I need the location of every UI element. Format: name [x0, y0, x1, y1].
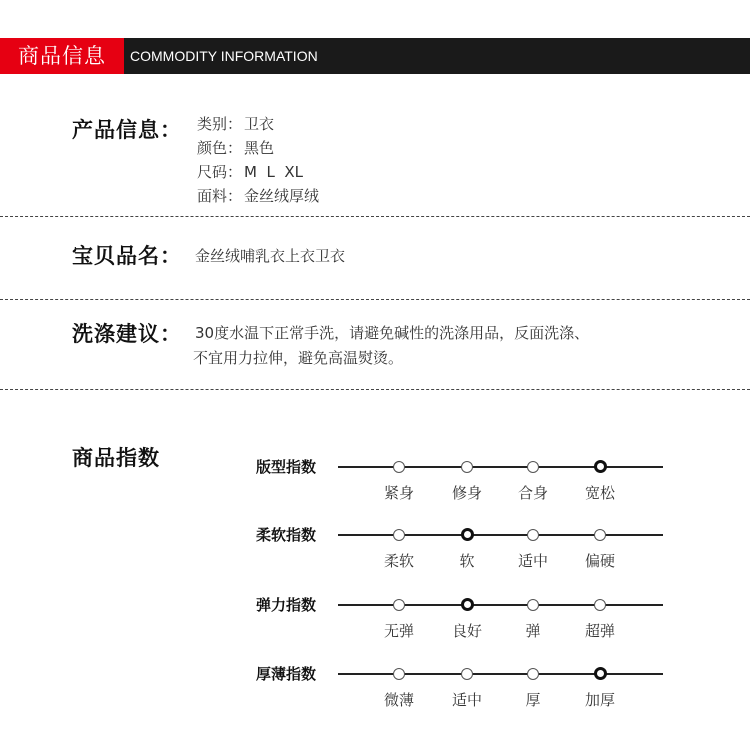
index-option-label: 紧身 [383, 484, 414, 502]
divider [0, 216, 750, 217]
washing-label: 洗涤建议： [72, 322, 182, 346]
index-dot-selected [594, 667, 607, 680]
info-key: 尺码： [197, 163, 243, 181]
index-dot-selected [461, 598, 474, 611]
index-option-label: 适中 [451, 691, 482, 709]
index-option-label: 良好 [451, 622, 482, 640]
washing-line-2: 不宜用力拉伸，避免高温熨烫。 [193, 349, 404, 367]
info-value: M L XL [244, 163, 304, 181]
index-row-softness [0, 524, 750, 584]
index-option-label: 无弹 [383, 622, 414, 640]
info-line-category [197, 114, 274, 134]
index-option-label: 适中 [517, 552, 548, 570]
index-track [338, 673, 663, 675]
index-title: 商品指数 [72, 446, 160, 470]
index-row-elasticity [0, 594, 750, 654]
index-dot [461, 668, 473, 680]
index-option-label: 微薄 [383, 691, 414, 709]
info-line-size [197, 162, 303, 182]
index-dot-selected [461, 528, 474, 541]
index-track [338, 466, 663, 468]
index-option-label: 宽松 [584, 484, 615, 502]
product-name-value: 金丝绒哺乳衣上衣卫衣 [195, 247, 346, 265]
index-dot [393, 461, 405, 473]
info-value: 卫衣 [244, 115, 275, 133]
index-track [338, 604, 663, 606]
index-dot [527, 461, 539, 473]
info-value: 金丝绒厚绒 [244, 187, 320, 205]
banner-title-en: COMMODITY INFORMATION [130, 48, 318, 64]
product-info-label: 产品信息： [72, 118, 182, 142]
index-label: 版型指数 [256, 458, 317, 476]
index-option-label: 超弹 [584, 622, 615, 640]
index-track [338, 534, 663, 536]
index-dot [527, 668, 539, 680]
info-key: 面料： [197, 187, 243, 205]
header-banner [0, 38, 750, 74]
washing-line-1: 30度水温下正常手洗，请避免碱性的洗涤用品，反面洗涤、 [195, 324, 590, 342]
index-dot [393, 599, 405, 611]
index-dot [461, 461, 473, 473]
divider [0, 299, 750, 300]
info-line-fabric [197, 186, 319, 206]
index-dot [594, 529, 606, 541]
index-dot [527, 529, 539, 541]
info-key: 颜色： [197, 139, 243, 157]
index-option-label: 修身 [451, 484, 482, 502]
index-dot-selected [594, 460, 607, 473]
index-dot [393, 529, 405, 541]
index-label: 柔软指数 [256, 526, 317, 544]
index-option-label: 厚 [525, 691, 541, 709]
index-dot [527, 599, 539, 611]
index-dot [393, 668, 405, 680]
index-row-thickness [0, 663, 750, 723]
product-name-label: 宝贝品名： [72, 244, 182, 268]
index-label: 厚薄指数 [256, 665, 317, 683]
index-option-label: 弹 [525, 622, 541, 640]
banner-title-cn: 商品信息 [0, 38, 124, 74]
index-option-label: 加厚 [584, 691, 615, 709]
index-option-label: 软 [459, 552, 475, 570]
info-key: 类别： [197, 115, 243, 133]
index-option-label: 柔软 [383, 552, 414, 570]
index-option-label: 偏硬 [584, 552, 615, 570]
index-row-fit [0, 456, 750, 516]
index-option-label: 合身 [517, 484, 548, 502]
index-label: 弹力指数 [256, 596, 317, 614]
info-line-color [197, 138, 274, 158]
divider [0, 389, 750, 390]
index-dot [594, 599, 606, 611]
info-value: 黑色 [244, 139, 275, 157]
